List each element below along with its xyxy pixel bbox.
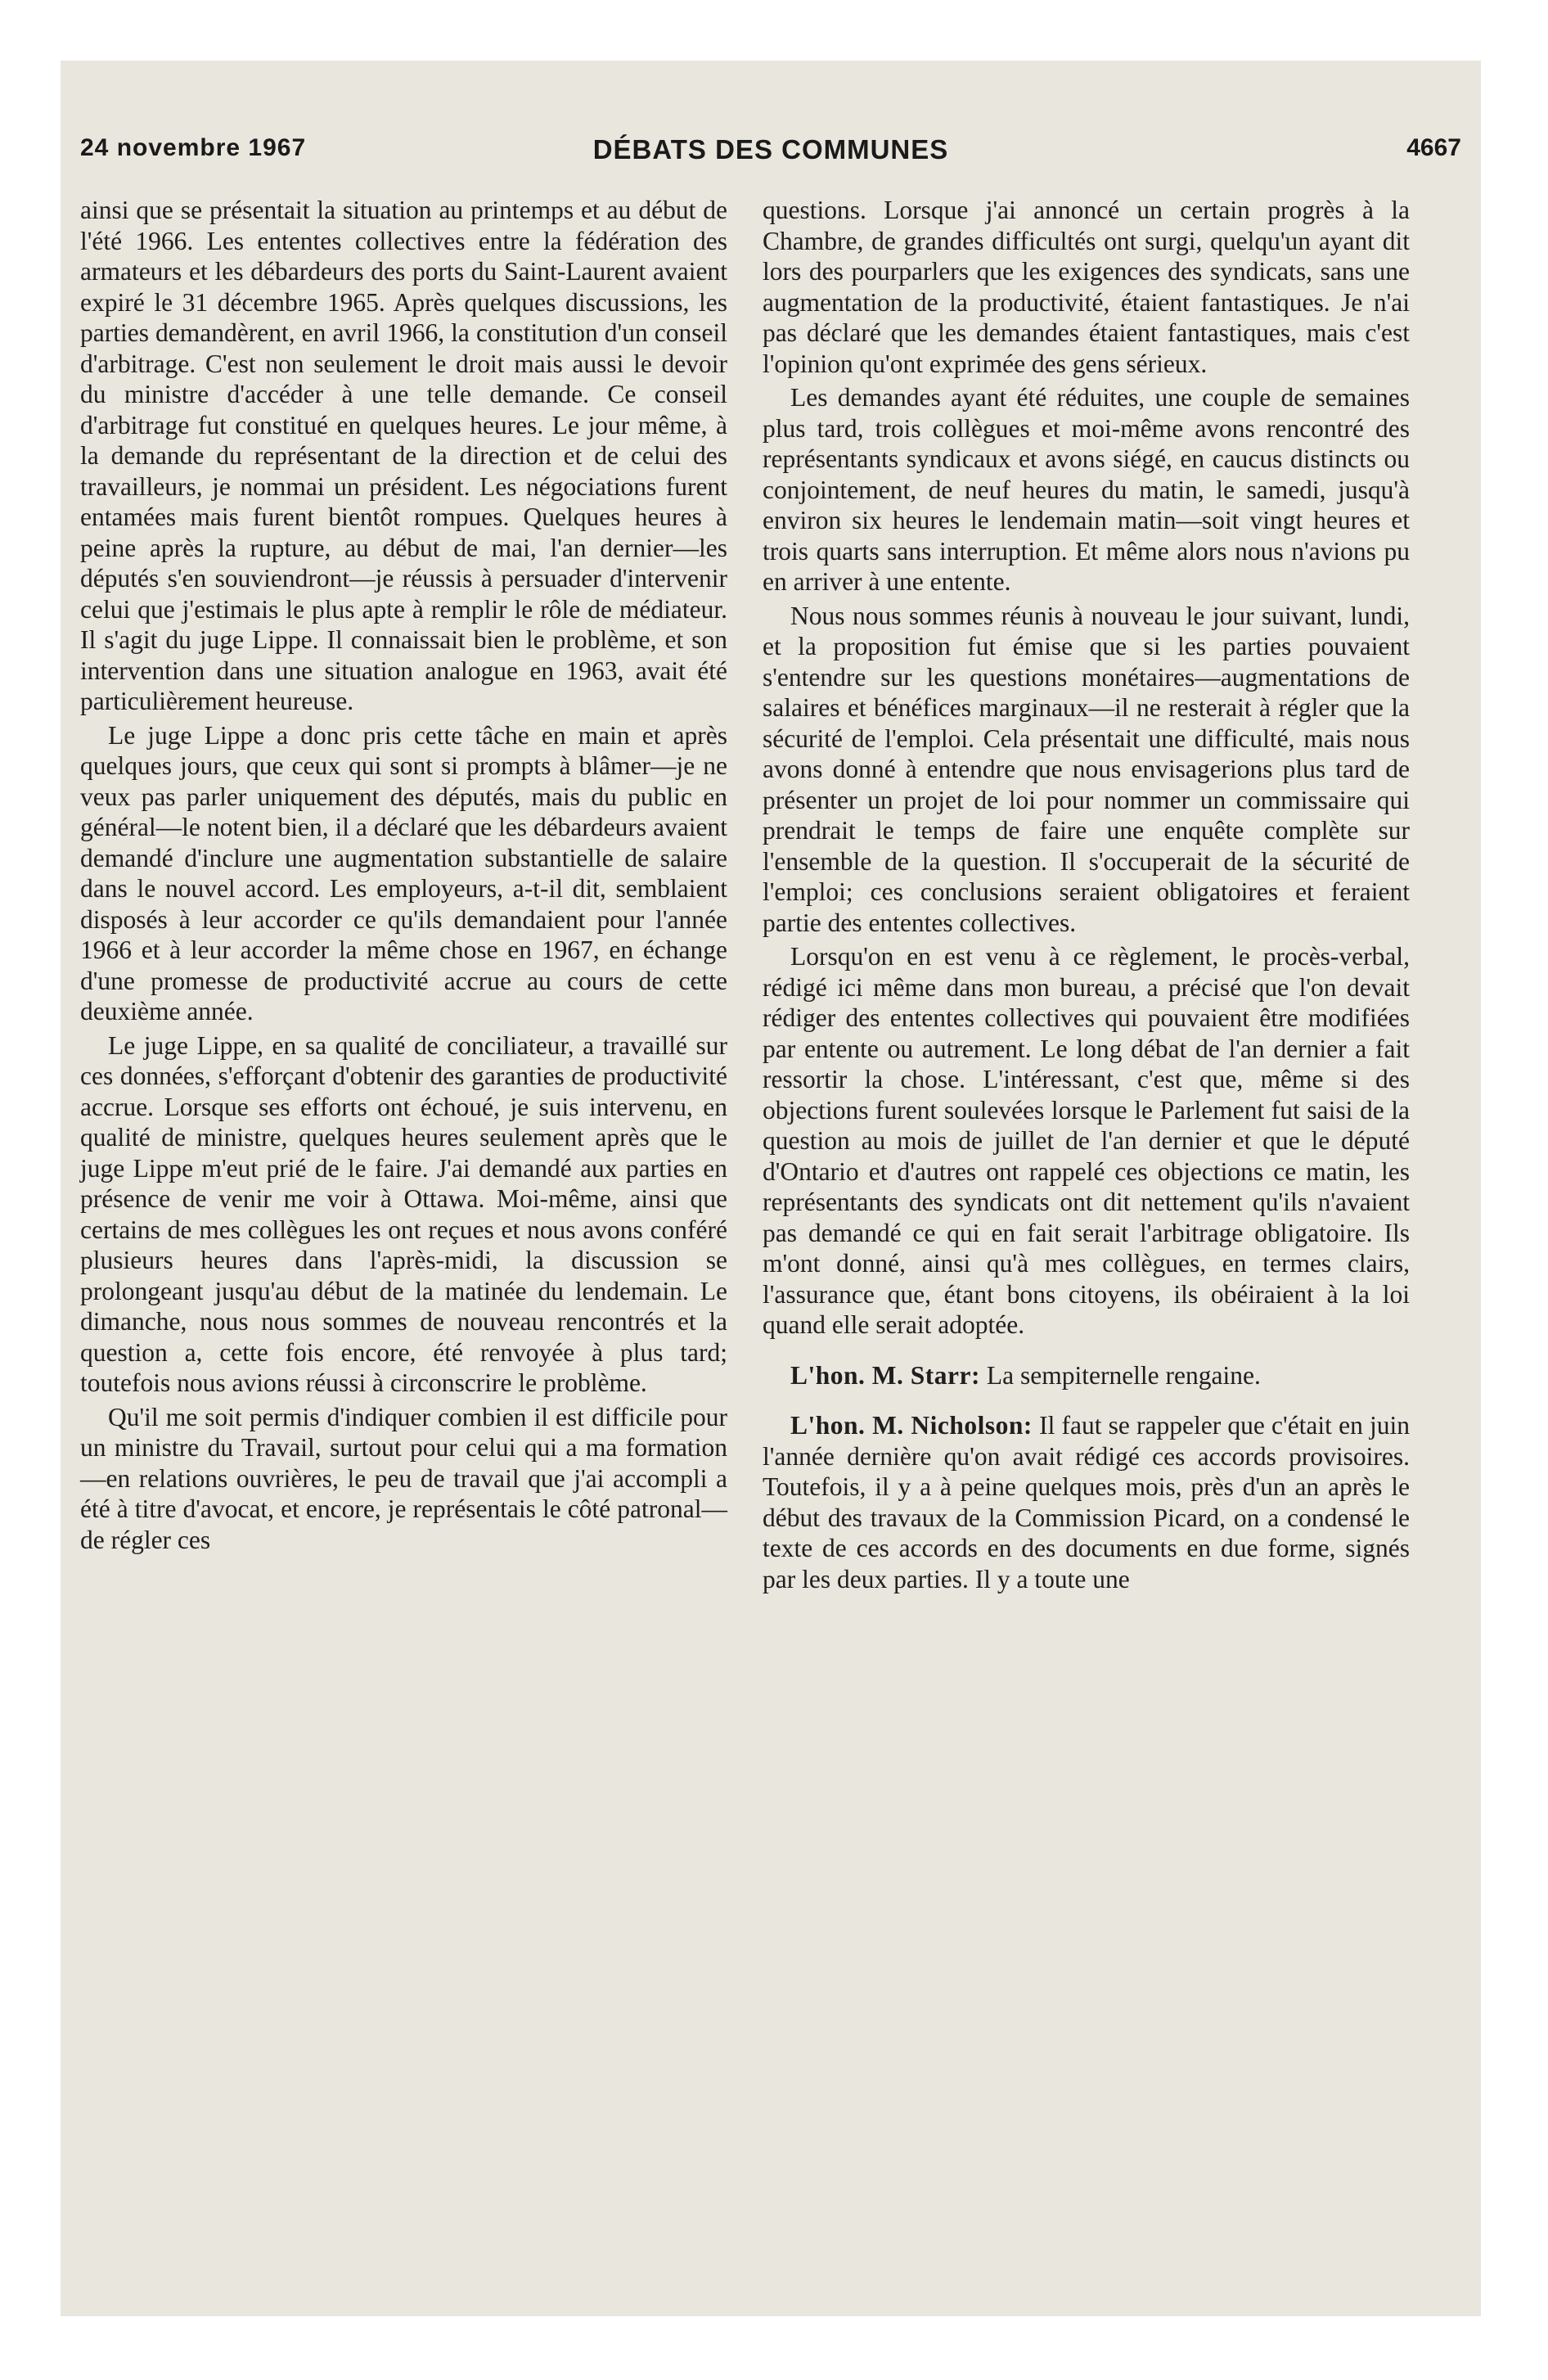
- paragraph: Les demandes ayant été réduites, une couple de semaines plus tard, trois collègues et moi-même avons rencontré des représentants syndicaux et avons siégé, en caucus distincts ou conjointement, de neuf heures du matin, le samedi, jusqu'à environ six heures le lendemain matin—soit vingt heures et trois quarts sans interruption. Et même alors nous n'avions pu en arriver à une entente.: [763, 383, 1410, 596]
- page-header: [80, 134, 1461, 180]
- document-page: [61, 61, 1481, 2316]
- paragraph: Lorsqu'on en est venu à ce règlement, le procès-verbal, rédigé ici même dans mon bureau, a précisé que l'on devait rédiger des ententes collectives qui pouvaient être modifiées par entente ou autrement. Le long débat de l'an dernier a fait ressortir la chose. L'intéressant, c'est que, même si des objections furent soulevées lorsque le Parlement fut saisi de la question au mois de juillet de l'an dernier et que le député d'Ontario et d'autres ont rappelé ces objections ce matin, les représentants des syndicats ont dit nettement qu'ils n'avaient pas demandé ce qui en fait serait l'arbitrage obligatoire. Ils m'ont donné, ainsi qu'à mes collègues, en termes clairs, l'assurance que, étant bons citoyens, ils obéiraient à la loi quand elle serait adoptée.: [763, 942, 1410, 1339]
- speech-text: La sempiternelle rengaine.: [986, 1360, 1261, 1390]
- right-column: [763, 195, 1410, 1594]
- paragraph: Le juge Lippe a donc pris cette tâche en main et après quelques jours, que ceux qui sont si prompts à blâmer—je ne veux pas parler uniquement des députés, mais du public en général—le notent bien, il a déclaré que les débardeurs avaient demandé d'inclure une augmentation substantielle de salaire dans le nouvel accord. Les employeurs, a-t-il dit, semblaient disposés à leur accorder ce qu'ils demandaient pour l'année 1966 et à leur accorder la même chose en 1967, en échange d'une promesse de productivité accrue au cours de cette deuxième année.: [80, 720, 727, 1025]
- paragraph: ainsi que se présentait la situation au printemps et au début de l'été 1966. Les ententes collectives entre la fédération des armateurs et les débardeurs des ports du Saint-Laurent avaient expiré le 31 décembre 1965. Après quelques discussions, les parties demandèrent, en avril 1966, la constitution d'un conseil d'arbitrage. C'est non seulement le droit mais aussi le devoir du ministre d'accéder à une telle demande. Ce conseil d'arbitrage fut constitué en quelques heures. Le jour même, à la demande du représentant de la direction et de celui des travailleurs, je nommai un président. Les négociations furent entamées mais furent bientôt rompues. Quelques heures à peine après la rupture, au début de mai, l'an dernier—les députés s'en souviendront—je réussis à persuader d'intervenir celui que j'estimais le plus apte à remplir le rôle de médiateur. Il s'agit du juge Lippe. Il connaissait bien le problème, et son intervention dans une situation analogue en 1963, avait été particulièrement heureuse.: [80, 196, 727, 715]
- speech-text: Il faut se rappeler que c'était en juin l'année dernière qu'on avait rédigé ces accords provisoires. Toutefois, il y a à peine quelques mois, près d'un an après le début des travaux de la Commission Picard, on a condensé le texte de ces accords en des documents en due forme, signés par les deux parties. Il y a toute une: [763, 1411, 1410, 1593]
- paragraph: Nous nous sommes réunis à nouveau le jour suivant, lundi, et la proposition fut émise que si les parties pouvaient s'entendre sur les questions monétaires—augmentations de salaires et bénéfices marginaux—il ne resterait à régler que la sécurité de l'emploi. Cela présentait une difficulté, mais nous avons donné à entendre que nous envisagerions plus tard de présenter un projet de loi pour nommer un commissaire qui prendrait le temps de faire une enquête complète sur l'ensemble de la question. Il s'occuperait de la sécurité de l'emploi; ces conclusions seraient obligatoires et feraient partie des ententes collectives.: [763, 601, 1410, 937]
- header-page-number: 4667: [1406, 134, 1461, 161]
- speaker-name: L'hon. M. Starr:: [790, 1360, 980, 1390]
- speaker-name: L'hon. M. Nicholson:: [790, 1411, 1033, 1440]
- paragraph: Qu'il me soit permis d'indiquer combien il est difficile pour un ministre du Travail, surtout pour celui qui a ma formation—en relations ouvrières, le peu de travail que j'ai accompli a été à titre d'avocat, et encore, je représentais le côté patronal—de régler ces: [80, 1402, 727, 1554]
- header-title: DÉBATS DES COMMUNES: [592, 134, 949, 165]
- header-date: 24 novembre 1967: [80, 134, 307, 161]
- left-column: [80, 195, 727, 1555]
- paragraph: questions. Lorsque j'ai annoncé un certain progrès à la Chambre, de grandes difficultés ont surgi, quelqu'un ayant dit lors des pourparlers que les exigences des syndicats, sans une augmentation de la productivité, étaient fantastiques. Je n'ai pas déclaré que les demandes étaient fantastiques, mais c'est l'opinion qu'ont exprimée des gens sérieux.: [763, 196, 1410, 378]
- interjection: [763, 1360, 1410, 1391]
- interjection: [763, 1410, 1410, 1594]
- paragraph: Le juge Lippe, en sa qualité de conciliateur, a travaillé sur ces données, s'efforçant d'obtenir des garanties de productivité accrue. Lorsque ses efforts ont échoué, je suis intervenu, en qualité de ministre, quelques heures seulement après que le juge Lippe m'eut prié de le faire. J'ai demandé aux parties en présence de venir me voir à Ottawa. Moi-même, ainsi que certains de mes collègues les ont reçues et nous avons conféré plusieurs heures dans l'après-midi, la discussion se prolongeant jusqu'au début de la matinée du lendemain. Le dimanche, nous nous sommes de nouveau rencontrés et la question a, cette fois encore, été renvoyée à plus tard; toutefois nous avions réussi à circonscrire le problème.: [80, 1030, 727, 1397]
